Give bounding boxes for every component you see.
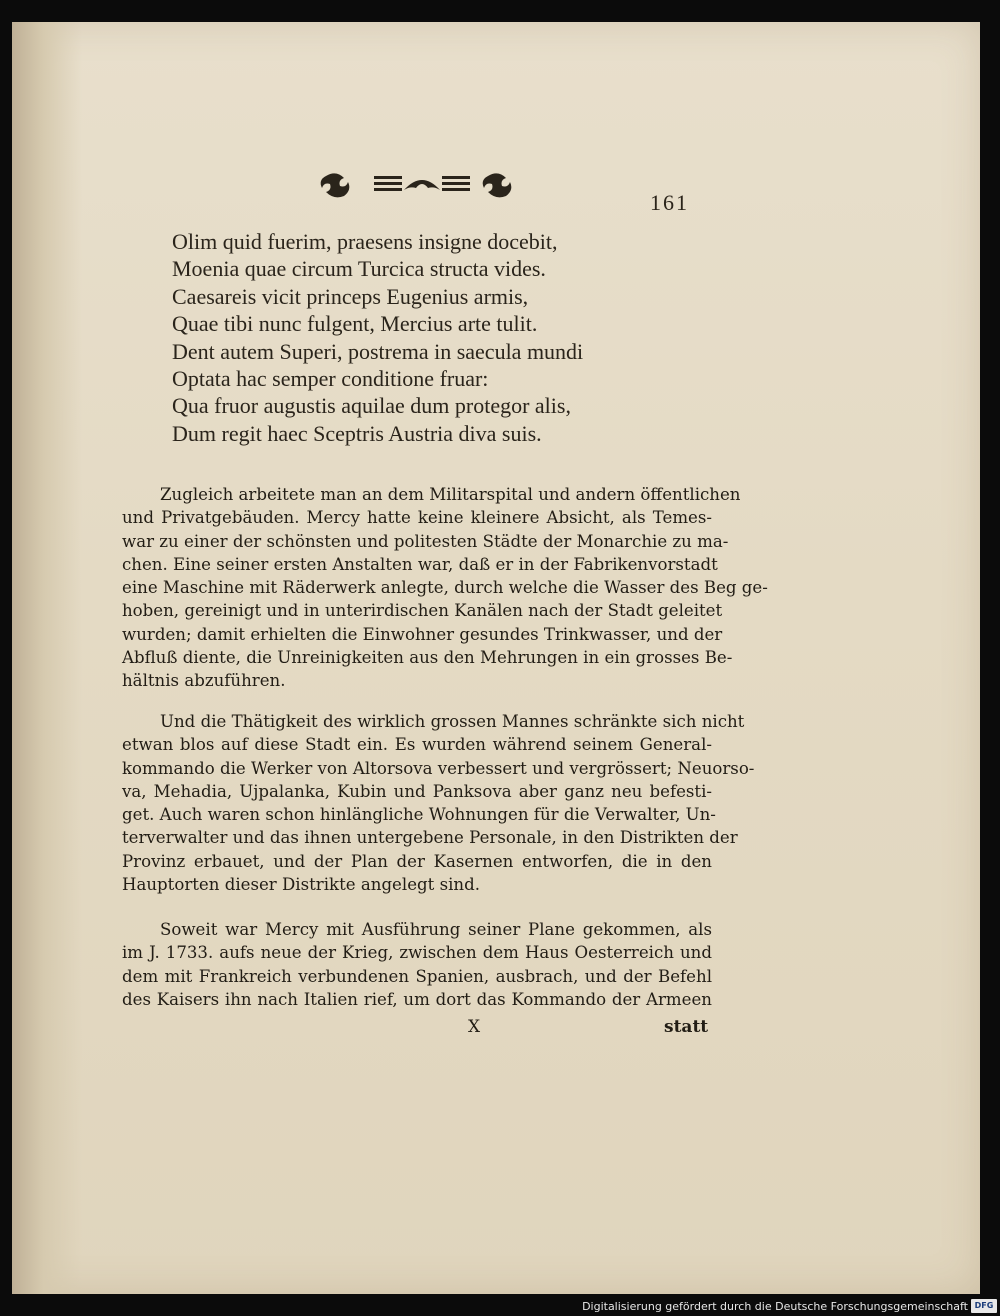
paragraph-2 [122, 710, 755, 896]
verse-line: Dent autem Superi, postrema in saecula mundi [172, 338, 584, 364]
footer-bar [0, 1294, 1000, 1316]
text-line: war zu einer der schönsten und politesten Städte der Monarchie zu ma- [122, 531, 729, 551]
paragraph-3 [122, 918, 712, 1011]
page-number: 161 [650, 190, 689, 215]
verse-line: Dum regit haec Sceptris Austria diva suis. [172, 420, 542, 446]
text-line: des Kaisers ihn nach Italien rief, um dort das Kommando der Armeen [122, 989, 712, 1009]
text-line: wurden; damit erhielten die Einwohner gesundes Trinkwasser, und der [122, 624, 723, 644]
book-page [12, 22, 980, 1294]
text-line: und Privatgebäuden. Mercy hatte keine kleinere Absicht, als Temes- [122, 508, 712, 528]
verse-line: Olim quid fuerim, praesens insigne docebit, [172, 229, 558, 254]
verse-line: Caesareis vicit princeps Eugenius armis, [172, 283, 529, 309]
text-line: va, Mehadia, Ujpalanka, Kubin und Panksova aber ganz neu befesti- [122, 781, 712, 801]
paragraph-1 [122, 483, 768, 693]
text-line: get. Auch waren schon hinlängliche Wohnungen für die Verwalter, Un- [122, 805, 716, 825]
text-line: Abfluß diente, die Unreinigkeiten aus den Mehrungen in ein grosses Be- [122, 648, 733, 668]
text-line: etwan blos auf diese Stadt ein. Es wurden während seinem General- [122, 735, 712, 755]
text-line: Hauptorten dieser Distrikte angelegt sind. [122, 875, 480, 895]
text-line: hoben, gereinigt und in unterirdischen Kanälen nach der Stadt geleitet [122, 601, 723, 621]
text-line: chen. Eine seiner ersten Anstalten war, daß er in der Fabrikenvorstadt [122, 554, 718, 574]
text-line: Zugleich arbeitete man an dem Militarspital und andern öffentlichen [160, 485, 741, 504]
text-line: terverwalter und das ihnen untergebene Personale, in den Distrikten der [122, 828, 738, 848]
text-line: hältnis abzuführen. [122, 671, 286, 691]
text-line: Und die Thätigkeit des wirklich grossen Mannes schränkte sich nicht [160, 712, 745, 731]
text-line: im J. 1733. aufs neue der Krieg, zwischen dem Haus Oesterreich und [122, 943, 712, 963]
printer-ornament-icon [312, 168, 532, 202]
text-line: dem mit Frankreich verbundenen Spanien, ausbrach, und der Befehl [122, 966, 712, 986]
verse-line: Moenia quae circum Turcica structa vides. [172, 256, 546, 282]
verse-line: Optata hac semper conditione fruar: [172, 366, 489, 392]
funding-credit: Digitalisierung gefördert durch die Deutsche Forschungsgemeinschaft [582, 1300, 968, 1313]
verse-line: Qua fruor augustis aquilae dum protegor alis, [172, 393, 571, 419]
text-line: kommando die Werker von Altorsova verbessert und vergrössert; Neuorso- [122, 758, 755, 778]
text-line: Provinz erbauet, und der Plan der Kasernen entworfen, die in den [122, 851, 712, 871]
dfg-logo: DFG [971, 1299, 997, 1313]
catchword: statt [664, 1017, 709, 1037]
text-line: eine Maschine mit Räderwerk anlegte, durch welche die Wasser des Beg ge- [122, 578, 768, 598]
text-line: Soweit war Mercy mit Ausführung seiner Plane gekommen, als [160, 920, 712, 939]
latin-verse [172, 228, 692, 447]
page-gutter-shadow [12, 22, 82, 1294]
signature-mark: X [468, 1017, 481, 1037]
verse-line: Quae tibi nunc fulgent, Mercius arte tulit. [172, 311, 538, 337]
